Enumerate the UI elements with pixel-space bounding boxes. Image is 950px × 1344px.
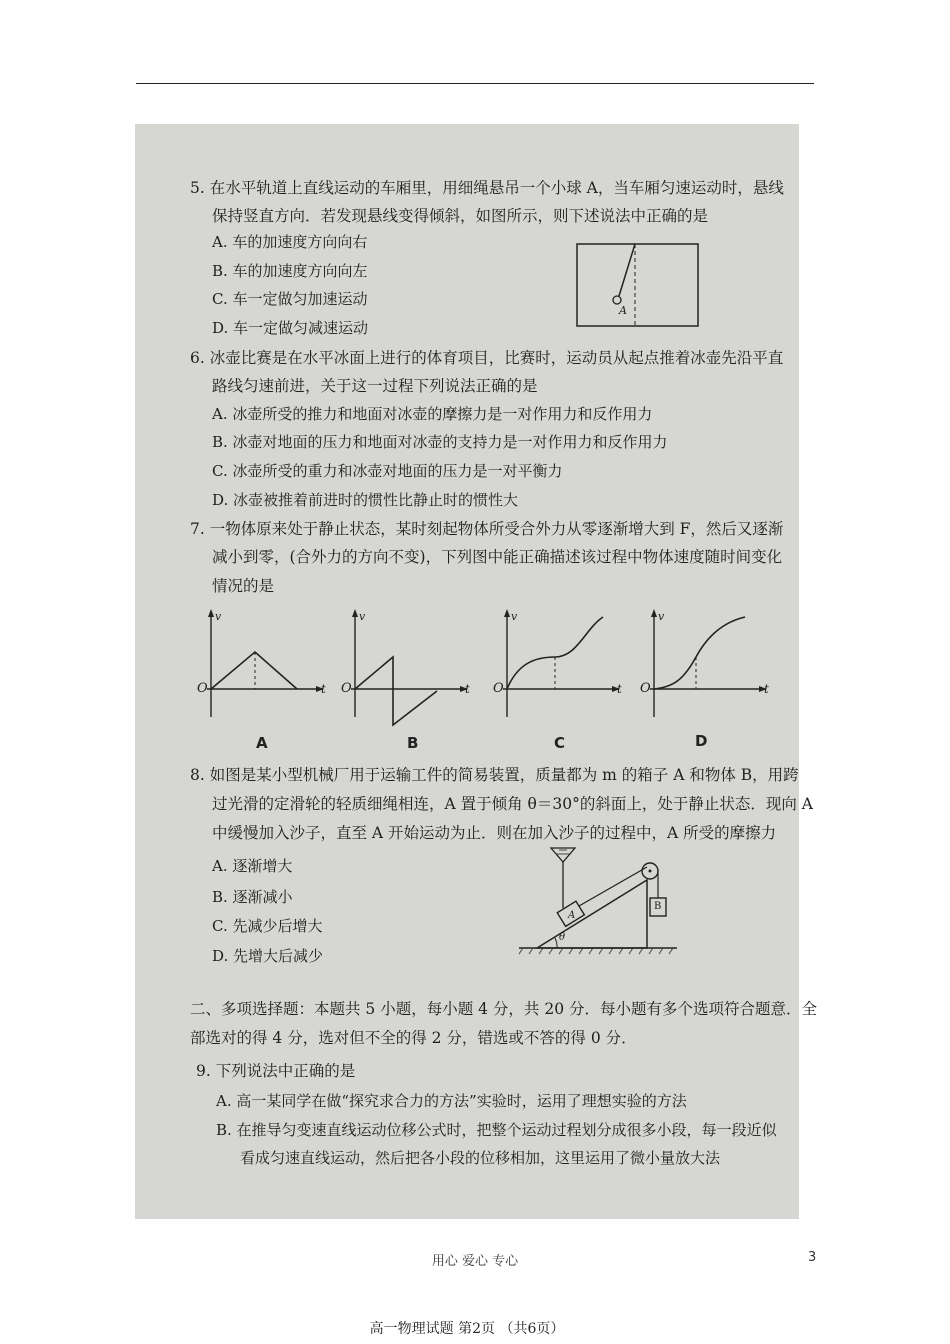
q7-stem-line2: 减小到零，(合外力的方向不变)，下列图中能正确描述该过程中物体速度随时间变化 xyxy=(212,548,783,566)
q5-option-c: C. 车一定做匀加速运动 xyxy=(212,290,368,308)
q8-option-b: B. 逐渐减小 xyxy=(212,888,293,906)
q5-option-d: D. 车一定做匀减速运动 xyxy=(212,319,369,337)
q6-option-a: A. 冰壶所受的推力和地面对冰壶的摩擦力是一对作用力和反作用力 xyxy=(212,405,653,423)
section2-heading-line2: 部选对的得 4 分，选对但不全的得 2 分，错选或不答的得 0 分． xyxy=(190,1029,637,1047)
q7-graph-d-letter: D xyxy=(695,732,708,750)
q8-option-a: A. 逐渐增大 xyxy=(212,857,293,875)
q7-graph-d-origin: O xyxy=(640,681,651,696)
q7-stem-line1: 7. 一物体原来处于静止状态，某时刻起物体所受合外力从零逐渐增大到 F，然后又逐渐 xyxy=(190,520,784,538)
exam-page-footer: 高一物理试题 第2页 （共6页） xyxy=(369,1321,565,1337)
q9-option-b-line2: 看成匀速直线运动，然后把各小段的位移相加，这里运用了微小量放大法 xyxy=(240,1149,721,1167)
q5-carriage-figure xyxy=(576,241,701,329)
q5-option-b: B. 车的加速度方向向左 xyxy=(212,262,368,280)
q6-stem-line2: 路线匀速前进，关于这一过程下列说法正确的是 xyxy=(212,377,538,395)
q8-theta-label: θ xyxy=(559,932,566,943)
q7-graph-a xyxy=(197,607,327,719)
q7-graph-a-origin: O xyxy=(197,681,208,696)
q7-graph-d-t-label: t xyxy=(764,682,769,696)
q8-box-a-label: A xyxy=(568,910,576,921)
q7-graph-c-v-label: v xyxy=(511,610,518,623)
q6-option-b: B. 冰壶对地面的压力和地面对冰壶的支持力是一对作用力和反作用力 xyxy=(212,433,668,451)
q9-stem: 9. 下列说法中正确的是 xyxy=(196,1062,356,1080)
q5-stem-line1: 5. 在水平轨道上直线运动的车厢里，用细绳悬吊一个小球 A，当车厢匀速运动时，悬线 xyxy=(190,179,784,197)
q7-graph-c-t-label: t xyxy=(617,682,622,696)
q7-graph-d xyxy=(640,607,770,719)
q7-graph-a-t-label: t xyxy=(321,682,326,696)
q7-graph-b-letter: B xyxy=(407,734,419,752)
q6-stem-line1: 6. 冰壶比赛是在水平冰面上进行的体育项目，比赛时，运动员从起点推着冰壶先沿平直 xyxy=(190,349,784,367)
q7-graph-c-origin: O xyxy=(493,681,504,696)
q7-graph-b-v-label: v xyxy=(359,610,366,623)
q8-incline-figure xyxy=(519,846,681,958)
document-footer: 用心 爱心 专心 xyxy=(431,1254,519,1269)
page-number: 3 xyxy=(808,1250,817,1265)
q6-option-d: D. 冰壶被推着前进时的惯性比静止时的惯性大 xyxy=(212,491,519,509)
q7-graph-b xyxy=(341,607,471,732)
q7-graph-c xyxy=(493,607,623,719)
q7-graph-b-t-label: t xyxy=(465,682,470,696)
header-rule xyxy=(136,83,814,84)
q8-stem-line3: 中缓慢加入沙子，直至 A 开始运动为止．则在加入沙子的过程中，A 所受的摩擦力 xyxy=(212,824,777,842)
q8-option-d: D. 先增大后减少 xyxy=(212,947,324,965)
q7-graph-a-v-label: v xyxy=(215,610,222,623)
q8-stem-line2: 过光滑的定滑轮的轻质细绳相连，A 置于倾角 θ＝30°的斜面上，处于静止状态．现向 A xyxy=(212,795,813,813)
q5-stem-line2: 保持竖直方向．若发现悬线变得倾斜，如图所示，则下述说法中正确的是 xyxy=(212,207,709,225)
q7-graph-c-letter: C xyxy=(554,734,566,752)
q8-stem-line1: 8. 如图是某小型机械厂用于运输工件的简易装置，质量都为 m 的箱子 A 和物体 B，用跨 xyxy=(190,766,799,784)
section2-heading-line1: 二、多项选择题：本题共 5 小题，每小题 4 分，共 20 分．每小题有多个选项符合题意．全 xyxy=(190,1000,818,1018)
q7-graph-b-origin: O xyxy=(341,681,352,696)
q5-option-a: A. 车的加速度方向向右 xyxy=(212,233,368,251)
q7-graph-d-v-label: v xyxy=(658,610,665,623)
q8-option-c: C. 先减少后增大 xyxy=(212,917,323,935)
q5-ball-label: A xyxy=(619,304,627,317)
q7-graph-a-letter: A xyxy=(256,734,268,752)
q8-box-b-label: B xyxy=(654,901,662,912)
q6-option-c: C. 冰壶所受的重力和冰壶对地面的压力是一对平衡力 xyxy=(212,462,563,480)
q9-option-b-line1: B. 在推导匀变速直线运动位移公式时，把整个运动过程划分成很多小段，每一段近似 xyxy=(216,1121,777,1139)
q9-option-a: A. 高一某同学在做“探究求合力的方法”实验时，运用了理想实验的方法 xyxy=(216,1092,687,1110)
q7-stem-line3: 情况的是 xyxy=(212,577,275,595)
